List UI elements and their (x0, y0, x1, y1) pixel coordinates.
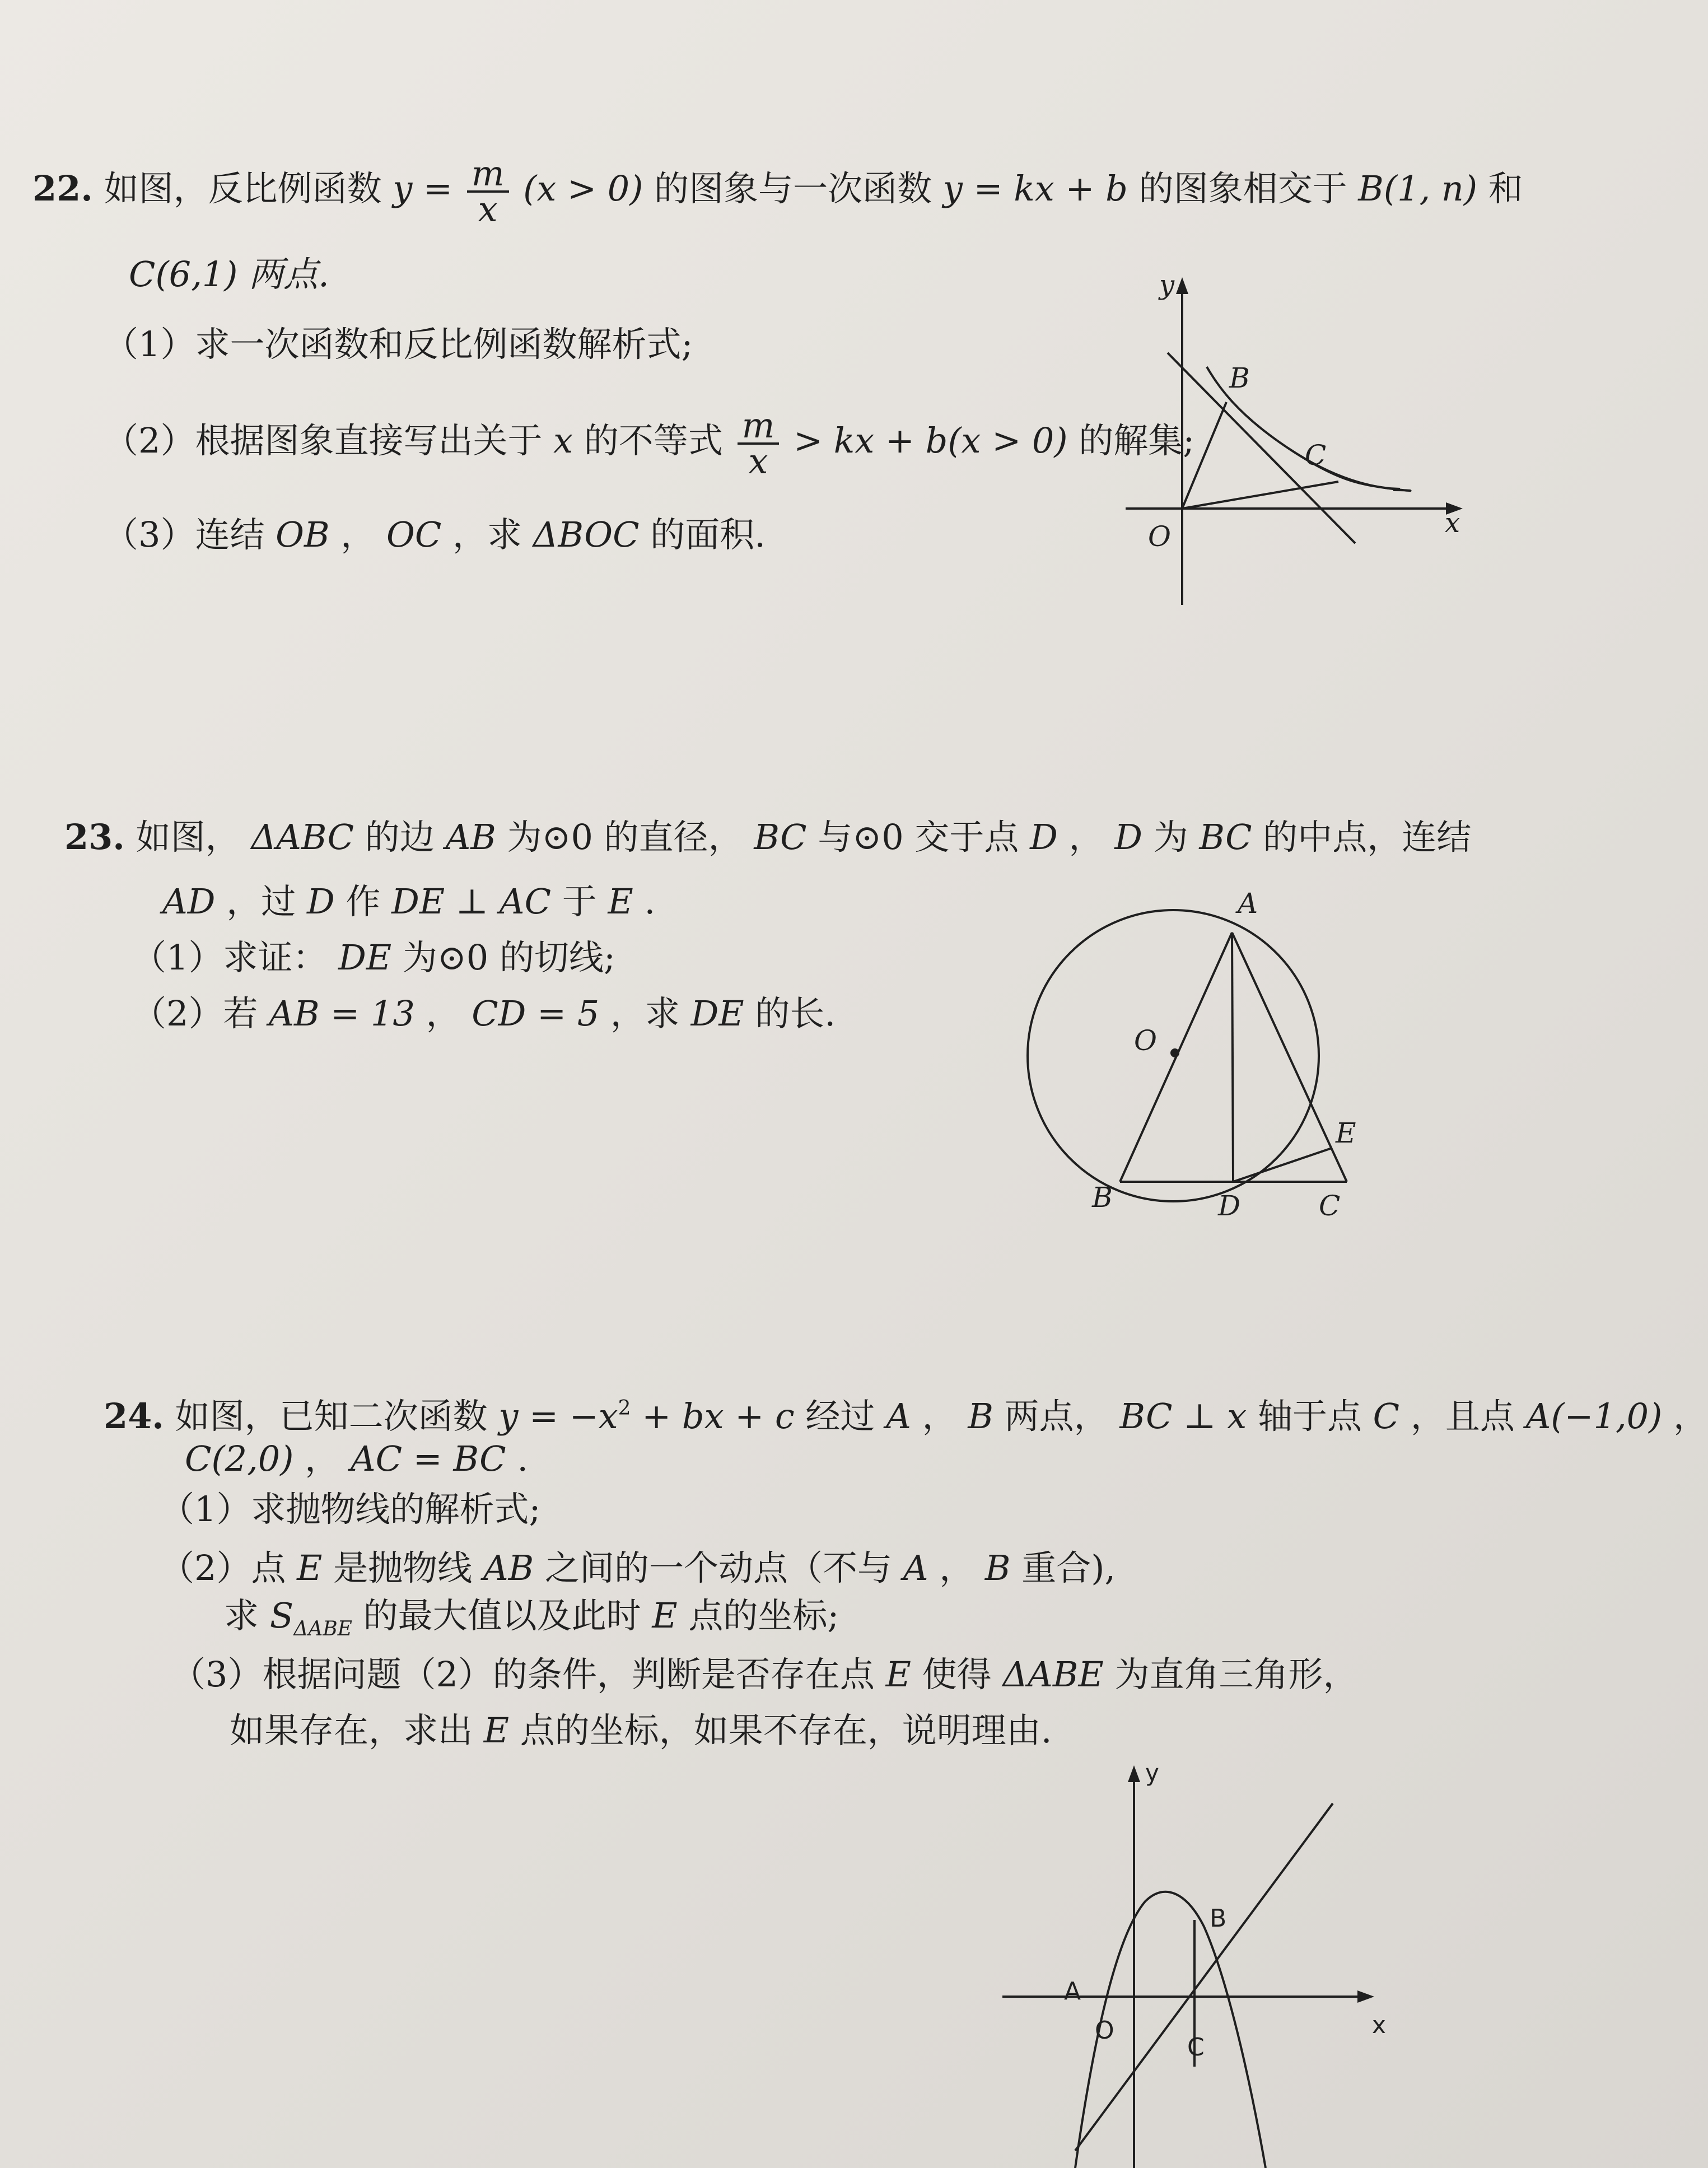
q22-linear-line (1168, 353, 1355, 543)
q24-part-2-cont: 求 $S_{\Delta ABE}$ 的最大值以及此时 E 点的坐标; (224, 1595, 839, 1640)
q22-segment-OC (1182, 482, 1338, 509)
q22-line-1: 22. 如图，反比例函数 y = $\frac{m}{x}$ (x > 0) 的图象与一次函数 y = kx + b 的图象相交于 B(1, n) 和 (32, 153, 1523, 230)
q22-part-1: （1）求一次函数和反比例函数解析式; (104, 324, 693, 365)
q23-label-D: D (1218, 1190, 1241, 1222)
q22-line-2: C(6,1) 两点. (129, 254, 329, 295)
q22-label-x: x (1445, 507, 1460, 539)
q23-label-E: E (1336, 1117, 1356, 1149)
q24-part-3-cont: 如果存在，求出 E 点的坐标，如果不存在，说明理由. (230, 1710, 1052, 1751)
q23-figure (1019, 885, 1411, 1232)
q23-label-C: C (1319, 1190, 1341, 1222)
q23-part-2: （2）若 AB = 13 ， CD = 5 ，求 DE 的长. (132, 993, 836, 1034)
q24-label-x: x (1372, 2011, 1386, 2039)
q24-number: 24. (104, 1396, 164, 1437)
q23-label-A: A (1238, 887, 1258, 920)
q24-figure (986, 1759, 1411, 2168)
q24-part-1: （1）求抛物线的解析式; (160, 1489, 541, 1530)
q24-label-y: y (1145, 1759, 1159, 1787)
q24-line-2: C(2,0) ， AC = BC . (185, 1438, 529, 1479)
q23-part-1: （1）求证： DE 为⊙0 的切线; (132, 937, 615, 978)
q24-line-AB (1075, 1803, 1333, 2151)
q24-part-3: （3）根据问题（2）的条件，判断是否存在点 E 使得 ΔABE 为直角三角形， (171, 1654, 1358, 1695)
q22-label-O: O (1148, 520, 1171, 553)
q23-number: 23. (64, 817, 125, 857)
q22-number: 22. (32, 168, 93, 209)
q22-part-3: （3）连结 OB ， OC ，求 ΔBOC 的面积. (104, 514, 766, 555)
q23-line-2: AD ，过 D 作 DE ⊥ AC 于 E . (162, 881, 656, 922)
q22-part-2: （2）根据图象直接写出关于 x 的不等式 $\frac{m}{x}$ > kx + b(x > 0) 的解集; (104, 405, 1195, 482)
q22-segment-OB (1182, 402, 1226, 509)
q24-line-1: 24. 如图，已知二次函数 $y = -x^2$ + bx + c 经过 A ， B 两点， BC ⊥ x 轴于点 C ，且点 A(−1,0) ， (104, 1396, 1708, 1437)
q24-label-B: B (1210, 1904, 1227, 1933)
q23-center-dot (1170, 1048, 1179, 1057)
q23-label-B: B (1092, 1181, 1113, 1214)
q23-segment-AD (1232, 933, 1233, 1182)
q23-label-O: O (1134, 1024, 1157, 1057)
q24-label-A: A (1064, 1977, 1081, 2006)
q22-figure (1120, 269, 1501, 616)
q22-label-B: B (1229, 362, 1250, 394)
q24-part-2: （2）点 E 是抛物线 AB 之间的一个动点（不与 A ， B 重合), (160, 1547, 1116, 1588)
q22-fraction: $\frac{m}{x}$ (467, 157, 509, 226)
q22-part2-fraction: $\frac{m}{x}$ (738, 409, 780, 478)
q22-label-y: y (1159, 269, 1175, 301)
q24-label-O: O (1095, 2016, 1114, 2045)
q24-label-C: C (1187, 2033, 1205, 2062)
q22-label-C: C (1305, 439, 1327, 472)
q23-line-1: 23. 如图， ΔABC 的边 AB 为⊙0 的直径， BC 与⊙0 交于点 D ， D 为 BC 的中点，连结 (64, 817, 1472, 857)
